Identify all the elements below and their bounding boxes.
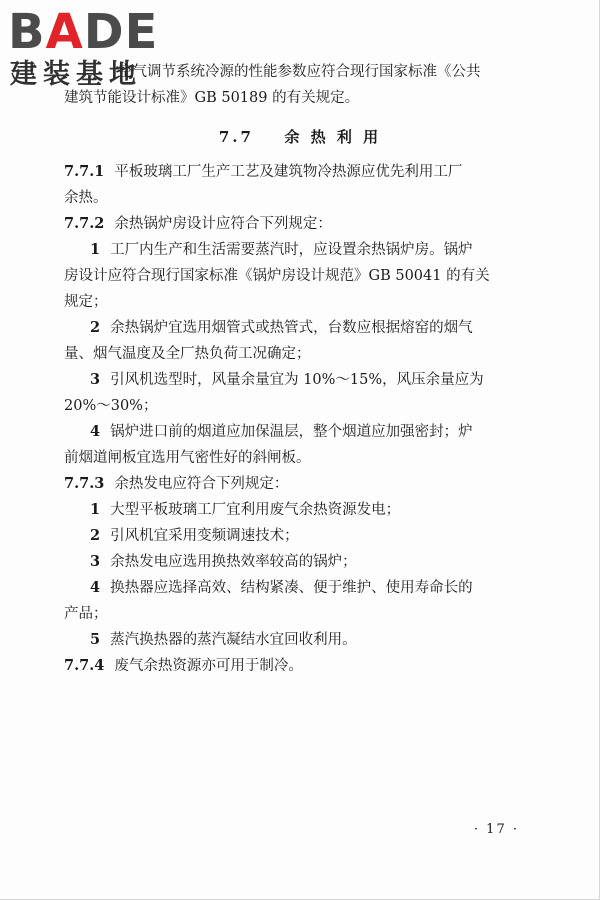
item-text-cont: 前烟道闸板宜选用气密性好的斜闸板。 xyxy=(64,450,311,466)
item-number: 2 xyxy=(90,319,101,336)
item-text: 引风机选型时，风量余量宜为 10%～15%，风压余量应为 xyxy=(110,372,484,388)
item-number: 4 xyxy=(90,579,101,596)
item-text: 大型平板玻璃工厂宜利用废气余热资源发电； xyxy=(110,502,401,518)
item-text: 换热器应选择高效、结构紧凑、便于维护、使用寿命长的 xyxy=(110,580,473,596)
page-number: · 17 · xyxy=(473,822,519,837)
clause-text: 余热锅炉房设计应符合下列规定： xyxy=(114,216,332,232)
item-number: 5 xyxy=(90,631,101,648)
clause-text: 余热发电应符合下列规定： xyxy=(114,476,289,492)
item-text: 余热发电应选用换热效率较高的锅炉； xyxy=(110,554,357,570)
item-text: 引风机宜采用变频调速技术； xyxy=(110,528,299,544)
clause-number: 7.7.4 xyxy=(64,657,105,674)
item-text-cont: 房设计应符合现行国家标准《锅炉房设计规范》GB 50041 的有关 xyxy=(64,268,490,284)
item-number: 2 xyxy=(90,527,101,544)
clause-number: 7.7.3 xyxy=(64,475,105,492)
clause-7-7-4 xyxy=(64,656,544,676)
list-item-2 xyxy=(90,526,570,546)
clause-text: 平板玻璃工厂生产工艺及建筑物冷热源应优先利用工厂 xyxy=(114,164,463,180)
clause-7-7-1 xyxy=(64,162,544,182)
item-text-cont: 规定； xyxy=(64,294,108,310)
item-number: 4 xyxy=(90,423,101,440)
section-heading xyxy=(0,126,600,147)
continuation-line-1: 空气调节系统冷源的性能参数应符合现行国家标准《公共 xyxy=(118,64,481,80)
section-title: 余 热 利 用 xyxy=(284,128,382,146)
list-item-1 xyxy=(90,240,570,260)
item-text-cont: 产品； xyxy=(64,606,108,622)
list-item-2 xyxy=(90,318,570,338)
list-item-4 xyxy=(90,422,570,442)
list-item-1 xyxy=(90,500,570,520)
section-number: 7.7 xyxy=(218,128,254,146)
item-number: 3 xyxy=(90,553,101,570)
list-item-3 xyxy=(90,552,570,572)
item-text: 蒸汽换热器的蒸汽凝结水宜回收利用。 xyxy=(110,632,357,648)
list-item-4 xyxy=(90,578,570,598)
item-text: 锅炉进口前的烟道应加保温层，整个烟道应加强密封；炉 xyxy=(110,424,473,440)
item-number: 1 xyxy=(90,501,101,518)
logo-brand-main: BADE xyxy=(8,4,159,60)
item-text: 余热锅炉宜选用烟管式或热管式，台数应根据熔窑的烟气 xyxy=(110,320,473,336)
logo-brand-sub: 建装基地 xyxy=(10,59,142,90)
continuation-line-2: 建筑节能设计标准》GB 50189 的有关规定。 xyxy=(64,90,360,106)
clause-text-cont: 余热。 xyxy=(64,190,108,206)
clause-number: 7.7.1 xyxy=(64,163,105,180)
clause-7-7-3 xyxy=(64,474,544,494)
item-number: 3 xyxy=(90,371,101,388)
clause-number: 7.7.2 xyxy=(64,215,105,232)
item-number: 1 xyxy=(90,241,101,258)
list-item-5 xyxy=(90,630,570,650)
watermark-logo xyxy=(8,6,178,101)
list-item-3 xyxy=(90,370,570,390)
clause-7-7-2 xyxy=(64,214,544,234)
clause-text: 废气余热资源亦可用于制冷。 xyxy=(114,658,303,674)
item-text-cont: 20%～30%； xyxy=(64,398,158,414)
item-text: 工厂内生产和生活需要蒸汽时，应设置余热锅炉房。锅炉 xyxy=(110,242,473,258)
item-text-cont: 量、烟气温度及全厂热负荷工况确定； xyxy=(64,346,311,362)
